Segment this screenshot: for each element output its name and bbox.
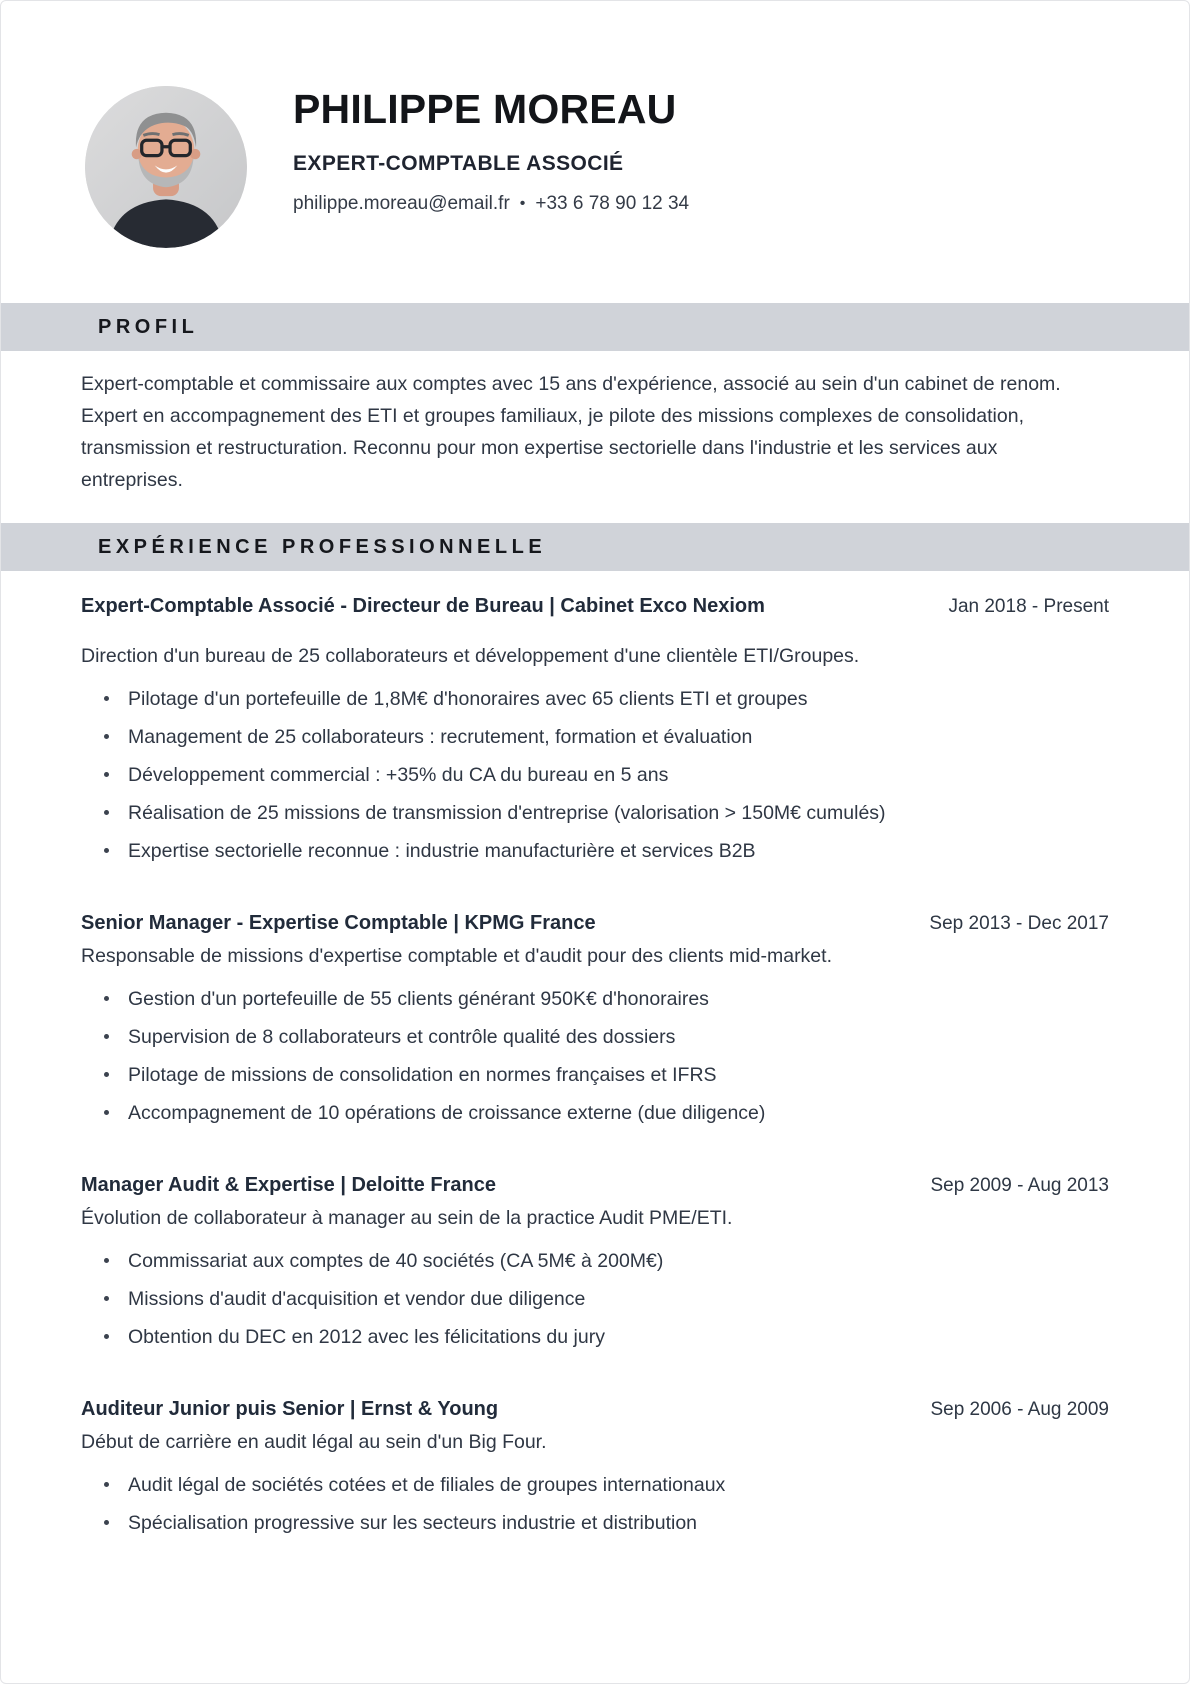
contact-separator-dot: • xyxy=(519,195,526,212)
bullet-text: Gestion d'un portefeuille de 55 clients générant 950K€ d'honoraires xyxy=(128,988,709,1010)
profil-heading: PROFIL xyxy=(98,315,199,338)
section-band-experience xyxy=(1,523,1189,571)
bullet-dot xyxy=(104,848,109,853)
job-header-row xyxy=(81,1173,1109,1197)
jobs-list xyxy=(1,594,1189,1543)
profil-paragraph: Expert-comptable et commissaire aux comptes avec 15 ans d'expérience, associé au sein d'un cabinet de renom. Expert en accompagnement des ETI et groupes familiaux, je pilote des missions complexes de consolidation, transmission et restructuration. Reconnu pour mon expertise sectorielle dans l'industrie et les services aux entreprises. xyxy=(81,373,1061,491)
bullet-text: Réalisation de 25 missions de transmission d'entreprise (valorisation > 150M€ cumulés) xyxy=(128,802,886,824)
bullet-dot xyxy=(104,1482,109,1487)
bullet-text: Missions d'audit d'acquisition et vendor due diligence xyxy=(128,1288,586,1310)
job-header-row xyxy=(81,911,1109,935)
bullet-dot xyxy=(104,1258,109,1263)
bullet-text: Développement commercial : +35% du CA du bureau en 5 ans xyxy=(128,764,669,786)
job-title: Senior Manager - Expertise Comptable | KPMG France xyxy=(81,912,596,934)
job-dates: Sep 2009 - Aug 2013 xyxy=(930,1175,1109,1196)
job-description: Début de carrière en audit légal au sein d'un Big Four. xyxy=(81,1431,547,1453)
bullet-text: Expertise sectorielle reconnue : industrie manufacturière et services B2B xyxy=(128,840,756,862)
bullet-dot xyxy=(104,1072,109,1077)
bullet-dot xyxy=(104,734,109,739)
portrait-illustration xyxy=(85,86,247,248)
bullet-text: Accompagnement de 10 opérations de croissance externe (due diligence) xyxy=(128,1102,766,1124)
section-band-profil xyxy=(1,303,1189,351)
job-bullet-list xyxy=(81,981,1109,1133)
bullet-dot xyxy=(104,996,109,1001)
job-header-row xyxy=(81,594,1109,618)
job-bullet-list xyxy=(81,1467,1109,1543)
job-entry xyxy=(81,1173,1109,1357)
bullet-dot xyxy=(104,1296,109,1301)
bullet-dot xyxy=(104,772,109,777)
resume-header xyxy=(1,1,1189,248)
bullet-item xyxy=(81,1505,1109,1543)
contact-line xyxy=(293,193,689,215)
bullet-item xyxy=(81,1281,1109,1319)
job-entry xyxy=(81,594,1109,871)
job-description: Évolution de collaborateur à manager au sein de la practice Audit PME/ETI. xyxy=(81,1207,733,1229)
bullet-dot xyxy=(104,1334,109,1339)
bullet-item xyxy=(81,757,1109,795)
job-title: Expert-Comptable Associé - Directeur de Bureau | Cabinet Exco Nexiom xyxy=(81,595,765,617)
bullet-item xyxy=(81,1095,1109,1133)
job-entry xyxy=(81,911,1109,1133)
bullet-item xyxy=(81,1467,1109,1505)
bullet-dot xyxy=(104,1520,109,1525)
bullet-item xyxy=(81,681,1109,719)
job-dates: Sep 2006 - Aug 2009 xyxy=(930,1399,1109,1420)
bullet-dot xyxy=(104,1034,109,1039)
job-header-row xyxy=(81,1397,1109,1421)
person-name: PHILIPPE MOREAU xyxy=(293,86,677,132)
bullet-dot xyxy=(104,1110,109,1115)
bullet-item xyxy=(81,1243,1109,1281)
job-description: Direction d'un bureau de 25 collaborateurs et développement d'une clientèle ETI/Groupes. xyxy=(81,645,860,667)
bullet-text: Audit légal de sociétés cotées et de filiales de groupes internationaux xyxy=(128,1474,726,1496)
job-title: Auditeur Junior puis Senior | Ernst & Young xyxy=(81,1398,499,1420)
job-bullet-list xyxy=(81,1243,1109,1357)
bullet-text: Obtention du DEC en 2012 avec les félicitations du jury xyxy=(128,1326,605,1348)
job-bullet-list xyxy=(81,681,1109,871)
bullet-item xyxy=(81,1019,1109,1057)
experience-heading: EXPÉRIENCE PROFESSIONNELLE xyxy=(98,535,547,558)
bullet-text: Management de 25 collaborateurs : recrutement, formation et évaluation xyxy=(128,726,753,748)
bullet-text: Spécialisation progressive sur les secteurs industrie et distribution xyxy=(128,1512,698,1534)
phone-text: +33 6 78 90 12 34 xyxy=(535,193,690,214)
bullet-item xyxy=(81,719,1109,757)
bullet-dot xyxy=(104,810,109,815)
email-text: philippe.moreau@email.fr xyxy=(293,193,510,214)
bullet-text: Pilotage de missions de consolidation en normes françaises et IFRS xyxy=(128,1064,717,1086)
bullet-dot xyxy=(104,696,109,701)
job-entry xyxy=(81,1397,1109,1543)
job-title: Manager Audit & Expertise | Deloitte France xyxy=(81,1174,496,1196)
profile-photo xyxy=(85,86,247,248)
job-dates: Jan 2018 - Present xyxy=(948,596,1109,617)
bullet-item xyxy=(81,795,1109,833)
person-role: EXPERT-COMPTABLE ASSOCIÉ xyxy=(293,152,624,175)
bullet-item xyxy=(81,1319,1109,1357)
job-description: Responsable de missions d'expertise comptable et d'audit pour des clients mid-market. xyxy=(81,945,832,967)
bullet-text: Supervision de 8 collaborateurs et contrôle qualité des dossiers xyxy=(128,1026,676,1048)
bullet-text: Pilotage d'un portefeuille de 1,8M€ d'honoraires avec 65 clients ETI et groupes xyxy=(128,688,808,710)
bullet-text: Commissariat aux comptes de 40 sociétés (CA 5M€ à 200M€) xyxy=(128,1250,664,1272)
job-dates: Sep 2013 - Dec 2017 xyxy=(929,913,1109,934)
header-text-block xyxy=(293,86,689,215)
bullet-item xyxy=(81,1057,1109,1095)
bullet-item xyxy=(81,981,1109,1019)
bullet-item xyxy=(81,833,1109,871)
